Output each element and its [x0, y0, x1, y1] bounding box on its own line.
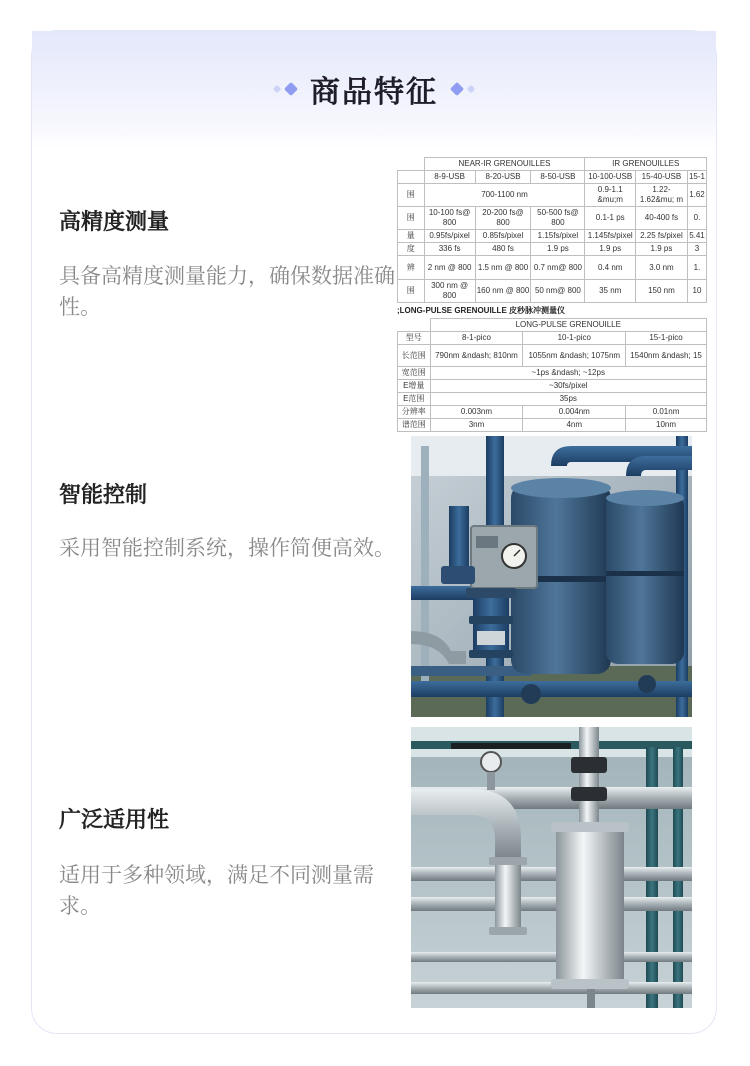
large-diamond-icon	[450, 82, 464, 96]
table-cell: 40-400 fs	[635, 207, 687, 230]
table-cell: 160 nm @ 800	[475, 280, 531, 303]
table-cell: 1.15fs/pixel	[531, 230, 585, 243]
table-header-cell: 8-1-pico	[430, 332, 523, 345]
table-cell: 型号	[398, 332, 431, 345]
table-cell: 宽范围	[398, 367, 431, 380]
table-cell: 1.5 nm @ 800	[475, 256, 531, 280]
table-cell: 0.01nm	[626, 406, 707, 419]
spec-table-image	[397, 157, 705, 443]
table-cell: 50-500 fs@ 800	[531, 207, 585, 230]
table-cell: 150 nm	[635, 280, 687, 303]
table-cell: 2.25 fs/pixel	[635, 230, 687, 243]
table-header-cell: 10-1-pico	[523, 332, 626, 345]
table-cell: 336 fs	[424, 243, 475, 256]
table-cell: 3.0 nm	[635, 256, 687, 280]
feature-title: 高精度测量	[59, 210, 170, 235]
table-cell: 480 fs	[475, 243, 531, 256]
spec-table-near-ir	[397, 157, 707, 303]
table-cell: 1.9 ps	[635, 243, 687, 256]
table-cell: 700-1100 nm	[424, 184, 585, 207]
table-cell: 4nm	[523, 419, 626, 432]
table-cell: E范围	[398, 393, 431, 406]
table-cell: 0.	[687, 207, 706, 230]
table-cell: 10-100 fs@ 800	[424, 207, 475, 230]
table-cell: 0.95fs/pixel	[424, 230, 475, 243]
section-title: 商品特征	[310, 75, 438, 110]
table-cell: 0.85fs/pixel	[475, 230, 531, 243]
table-cell: 谱范围	[398, 419, 431, 432]
table-cell: 1.9 ps	[531, 243, 585, 256]
table-cell: ~30fs/pixel	[430, 380, 707, 393]
table-cell: 度	[398, 243, 425, 256]
table-cell: 1055nm &ndash; 1075nm	[523, 345, 626, 367]
table-cell: 0.003nm	[430, 406, 523, 419]
table-cell: 围	[398, 207, 425, 230]
table-cell: 2 nm @ 800	[424, 256, 475, 280]
large-diamond-icon	[284, 82, 298, 96]
table-cell: 0.7 nm@ 800	[531, 256, 585, 280]
table-cell: 35 nm	[585, 280, 635, 303]
table-cell: 1.	[687, 256, 706, 280]
table-cell: 长范围	[398, 345, 431, 367]
table-group-header: NEAR-IR GRENOUILLES	[424, 158, 585, 171]
table-cell: 辨	[398, 256, 425, 280]
table-cell: 量	[398, 230, 425, 243]
table-caption: ;LONG-PULSE GRENOUILLE 皮秒脉冲测量仪	[397, 306, 565, 315]
table-cell: 0.4 nm	[585, 256, 635, 280]
table-cell: 1.22-1.62&mu; m	[635, 184, 687, 207]
table-group-header: LONG-PULSE GRENOUILLE	[430, 319, 707, 332]
table-cell: 5.41	[687, 230, 706, 243]
feature-description: 具备高精度测量能力，确保数据准确性。	[59, 264, 395, 319]
table-header-cell: 10-100-USB	[585, 171, 635, 184]
table-cell: 20-200 fs@ 800	[475, 207, 531, 230]
small-diamond-icon	[467, 85, 475, 93]
table-cell: 1.145fs/pixel	[585, 230, 635, 243]
feature-description: 采用智能控制系统，操作简便高效。	[59, 536, 395, 560]
table-cell: 50 nm@ 800	[531, 280, 585, 303]
table-cell: 35ps	[430, 393, 707, 406]
table-header-cell: 8-20-USB	[475, 171, 531, 184]
table-cell: 1.9 ps	[585, 243, 635, 256]
table-cell: 分辨率	[398, 406, 431, 419]
feature-description: 适用于多种领域，满足不同测量需求。	[59, 863, 374, 918]
table-header-cell: 15-1	[687, 171, 706, 184]
small-diamond-icon	[273, 85, 281, 93]
feature-title: 智能控制	[59, 483, 148, 508]
table-cell: 1.62	[687, 184, 706, 207]
table-header-cell: 8-50-USB	[531, 171, 585, 184]
table-cell: 10	[687, 280, 706, 303]
table-cell: 3	[687, 243, 706, 256]
table-cell: 0.1-1 ps	[585, 207, 635, 230]
spec-table-long-pulse	[397, 318, 707, 432]
right-diamond-decoration	[452, 84, 474, 94]
table-cell: 围	[398, 184, 425, 207]
table-cell: ~1ps &ndash; ~12ps	[430, 367, 707, 380]
section-title-row	[32, 69, 716, 109]
table-cell: 300 nm @ 800	[424, 280, 475, 303]
feature-title: 广泛适用性	[59, 808, 170, 833]
table-cell: 围	[398, 280, 425, 303]
left-diamond-decoration	[274, 84, 296, 94]
table-group-header: IR GRENOUILLES	[585, 158, 707, 171]
table-cell: 3nm	[430, 419, 523, 432]
table-cell: 0.004nm	[523, 406, 626, 419]
table-cell: 790nm &ndash; 810nm	[430, 345, 523, 367]
table-header-cell: 8-9-USB	[424, 171, 475, 184]
stainless-steel-pipe-filter-photo	[411, 727, 692, 1008]
table-cell: E增量	[398, 380, 431, 393]
table-cell: 0.9-1.1 &mu;m	[585, 184, 635, 207]
table-cell: 10nm	[626, 419, 707, 432]
product-features-card	[31, 30, 717, 1034]
table-header-cell: 15-40-USB	[635, 171, 687, 184]
blue-industrial-tanks-photo	[411, 436, 692, 717]
table-header-cell: 15-1-pico	[626, 332, 707, 345]
table-cell: 1540nm &ndash; 15	[626, 345, 707, 367]
